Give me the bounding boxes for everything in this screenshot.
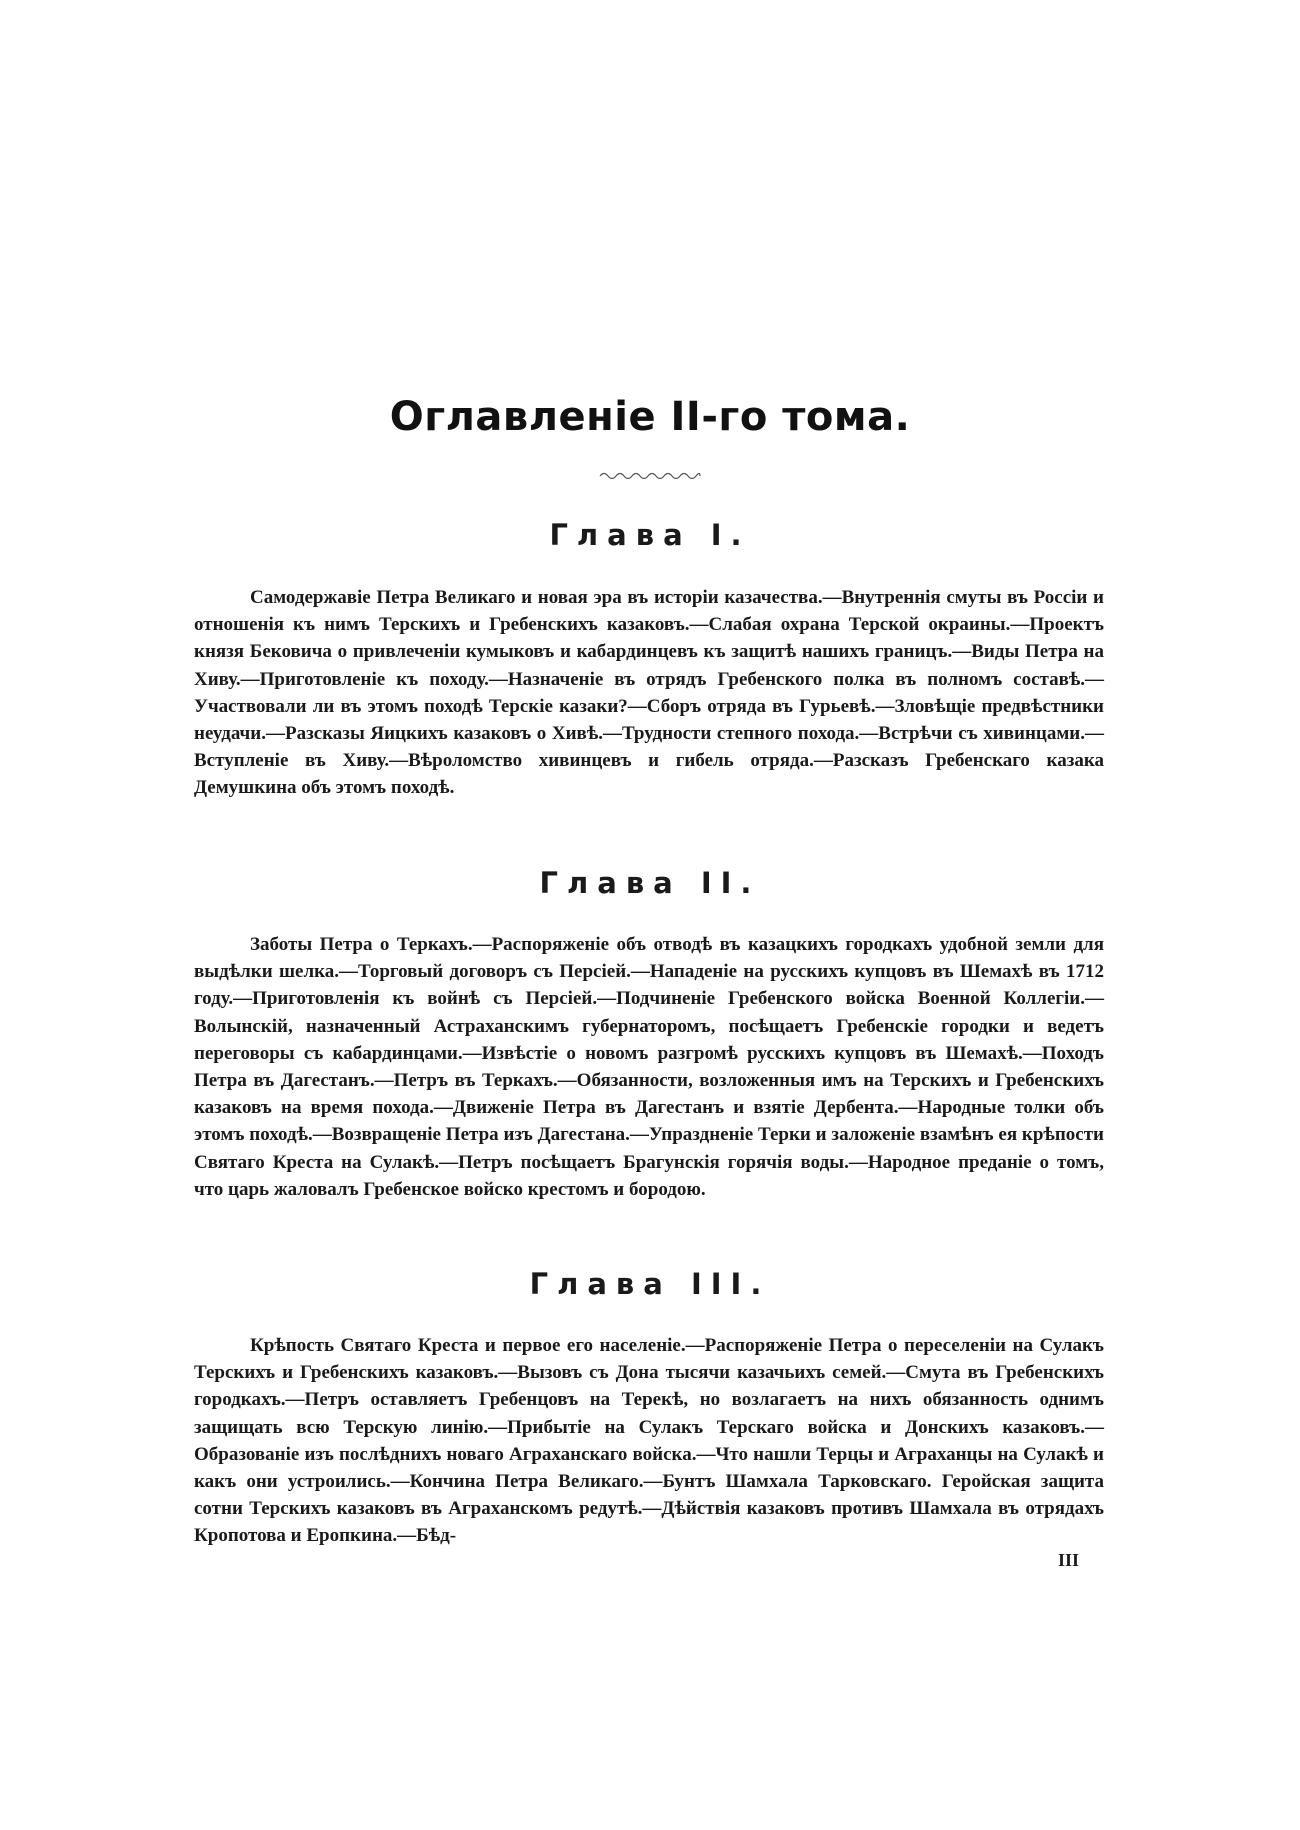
page-number: III — [1058, 1550, 1080, 1570]
page-title: Оглавленіе II-го тома. — [389, 394, 911, 440]
chapter-1-summary: Самодержавіе Петра Великаго и новая эра въ исторіи казачества.—Внутреннія смуты въ Россіи и отношенія къ нимъ Терскихъ и Гребенскихъ казаковъ.—Слабая охрана Терской окраины.—Проектъ князя Бековича о привлеченіи кумыковъ и кабардинцевъ къ защитѣ нашихъ границъ.—Виды Петра на Хиву.—Приготовленіе къ походу.—Назначеніе въ отрядъ Гребенского полка въ полномъ составѣ.—Участвовали ли въ этомъ походѣ Терскіе казаки?—Сборъ отряда въ Гурьевѣ.—Зловѣщіе предвѣстники неудачи.—Разсказы Яицкихъ казаковъ о Хивѣ.—Трудности степного похода.—Встрѣчи съ хивинцами.—Вступленіе въ Хиву.—Вѣроломство хивинцевъ и гибель отряда.—Разсказъ Гребенскаго казака Демушкина объ этомъ походѣ. — [194, 587, 1104, 799]
chapter-1-heading: Глава I. — [549, 518, 751, 552]
chapter-2-heading: Глава II. — [539, 866, 761, 900]
decorative-wavy-rule — [598, 470, 702, 482]
chapter-2-summary: Заботы Петра о Теркахъ.—Распоряженіе объ отводѣ въ казацкихъ городкахъ удобной земли для выдѣлки шелка.—Торговый договоръ съ Персіей.—Нападеніе на русскихъ купцовъ въ Шемахѣ въ 1712 году.—Приготовленія къ войнѣ съ Персіей.—Подчиненіе Гребенского войска Военной Коллегіи.—Волынскій, назначенный Астраханскимъ губернаторомъ, посѣщаетъ Гребенскіе городки и ведетъ переговоры съ кабардинцами.—Извѣстіе о новомъ разгромѣ русскихъ купцовъ въ Шемахѣ.—Походъ Петра въ Дагестанъ.—Петръ въ Теркахъ.—Обязанности, возложенныя имъ на Терскихъ и Гребенскихъ казаковъ на время похода.—Движеніе Петра въ Дагестанъ и взятіе Дербента.—Народные толки объ этомъ походѣ.—Возвращеніе Петра изъ Дагестана.—Упраздненіе Терки и заложеніе взамѣнъ ея крѣпости Святаго Креста на Сулакѣ.—Петръ посѣщаетъ Брагунскія горячія воды.—Народное преданіе о томъ, что царь жаловалъ Гребенское войско крестомъ и бородою. — [194, 934, 1104, 1200]
chapter-3-heading: Глава III. — [529, 1267, 771, 1301]
chapter-3-summary: Крѣпость Святаго Креста и первое его населеніе.—Распоряженіе Петра о переселеніи на Сулакъ Терскихъ и Гребенскихъ казаковъ.—Вызовъ съ Дона тысячи казачьихъ семей.—Смута въ Гребенскихъ городкахъ.—Петръ оставляетъ Гребенцовъ на Терекѣ, но возлагаетъ на нихъ обязанность однимъ защищать всю Терскую линію.—Прибытіе на Сулакъ Терскаго войска и Донскихъ казаковъ.—Образованіе изъ послѣднихъ новаго Аграханскаго войска.—Что нашли Терцы и Аграханцы на Сулакѣ и какъ они устроились.—Кончина Петра Великаго.—Бунтъ Шамхала Тарковскаго. Геройская защита сотни Терскихъ казаковъ въ Аграханскомъ редутѣ.—Дѣйствія казаковъ противъ Шамхала въ отрядахъ Кропотова и Еропкина.—Бѣд- — [194, 1335, 1104, 1547]
